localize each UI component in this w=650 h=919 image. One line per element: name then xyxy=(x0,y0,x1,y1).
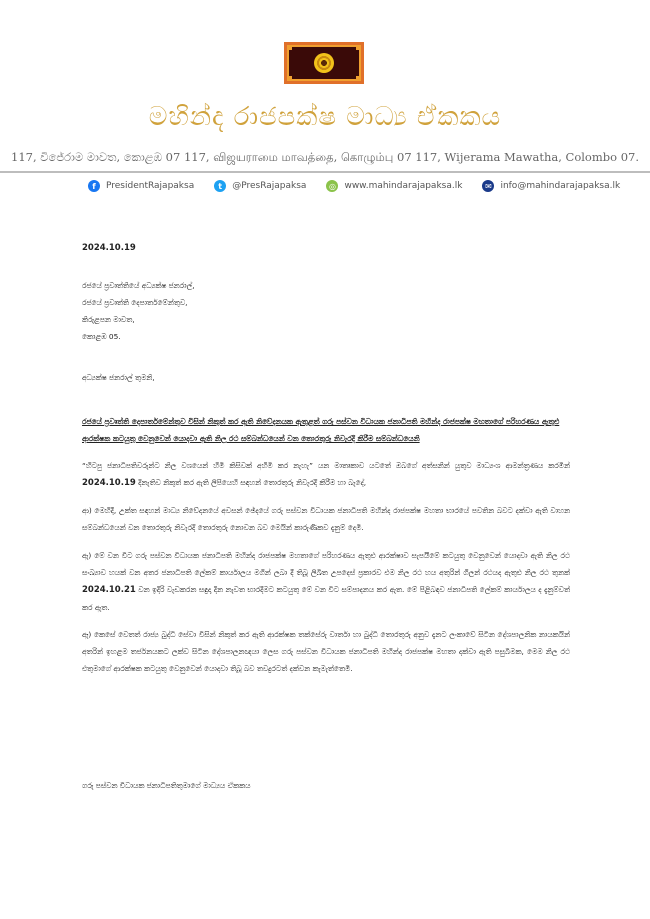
addressee-line: කොළඹ 05. xyxy=(82,332,121,341)
paragraph-text: වන ඉදිරි වැඩකරන සඳුදා දින නැවත භාරදීමට කටයුතු මේ වන විට සම්පාදනය කර ඇත. මේ පිළිබඳව ජනාධිපති ලේකම් කාර්යාලය ද දැනුම්වත් කර ඇත. xyxy=(82,585,570,612)
contact-website[interactable] xyxy=(326,180,462,192)
paragraph xyxy=(82,626,570,678)
addressee-block xyxy=(82,277,570,345)
paragraph-date: 2024.10.19 xyxy=(82,478,136,488)
addressee-line: රජයේ ප්‍රවෘත්ති දෙපාර්තමේන්තුව, xyxy=(82,298,188,307)
paragraph xyxy=(82,457,570,492)
paragraph-date: 2024.10.21 xyxy=(82,585,136,595)
twitter-icon: t xyxy=(214,180,226,192)
facebook-icon: f xyxy=(88,180,100,192)
contact-facebook[interactable] xyxy=(88,180,194,192)
letterhead-title: මහින්ද රාජපක්ෂ මාධ්‍ය ඒකකය xyxy=(148,102,502,132)
contact-label: @PresRajapaksa xyxy=(232,181,307,191)
contact-label: PresidentRajapaksa xyxy=(106,181,195,191)
salutation: අධ්‍යක්ෂ ජනරාල් තුමනි, xyxy=(82,373,155,382)
addressee-line: කිරුළපන මාවත, xyxy=(82,315,135,324)
letter-subject: රජයේ ප්‍රවෘත්ති දෙපාර්තමේන්තුව විසින් නිකුත් කර ඇති නිවේදනයක ඇතුළත් ගරු පස්වන විධායක ජනාධිපති මහින්ද රාජපක්ෂ මහතාගේ පරිහරණය ඇතුළු ආරක්ෂක කටයුතු වෙනුවෙන් යොදවා ඇති නිල රථ සම්බන්ධයෙන් වන තොරතුරු නිවැරදි කිරීම සම්බන්ධයෙනි xyxy=(82,417,560,443)
paragraph xyxy=(82,502,570,537)
paragraph xyxy=(82,547,570,616)
header-separator xyxy=(0,171,650,173)
dharma-wheel-icon xyxy=(314,53,334,73)
paragraph-text: දිනැතිව නිකුත් කර ඇති ලිපියෙහි සඳහන් තොරතුරු නිවැරදි කිරීම හා බැදේ, xyxy=(135,478,367,487)
emblem-corner xyxy=(356,46,360,50)
emblem-corner xyxy=(288,46,292,50)
mail-icon: ✉ xyxy=(482,180,494,192)
paragraph-text: “හිටපු ජනාධිපතිවරුන්ට නිල වශයෙන් හිමි කිසිවක් අහිමි කර නැහැ” යන මාතෘකාව යටතේ ඔබගේ අත්සනින් යුතුව මාධ්‍යංශ ආමන්ත්‍රණය කරමින් xyxy=(82,461,570,470)
letterhead-address: 117, විජේරාම මාවත, කොළඹ 07 117, விஜயராமை மாவத்தை, கொழும்பு 07 117, Wijerama Mawatha, Colombo 07. xyxy=(11,150,639,164)
web-icon: ◎ xyxy=(326,180,338,192)
contact-label: info@mahindarajapaksa.lk xyxy=(500,181,621,191)
paragraph-text: ආ) මෙහිදී, උක්ත සඳහන් මාධ්‍ය නිවේදනයේ අවසන් ඡේදයේ ගරු පස්වන විධායක ජනාධිපති මහින්ද රාජපක්ෂ මහතා භාරයේ පවතින බවට දක්වා ඇති වාහන සම්බන්ධයෙන් වන තොරතුරු නිවැරදි තොරතුරු නොවන බව මෙයින් කාරුණිකව දැනුම් දෙමි. xyxy=(82,506,570,532)
emblem-logo xyxy=(284,42,364,84)
contact-label: www.mahindarajapaksa.lk xyxy=(344,181,463,191)
contact-twitter[interactable] xyxy=(214,180,306,192)
emblem-corner xyxy=(356,76,360,80)
letter-date: 2024.10.19 xyxy=(82,243,136,253)
signoff: ගරු පස්වන විධායක ජනාධිපතිතුමාගේ මාධ්‍යය ඒකකය xyxy=(82,781,251,790)
letter-body xyxy=(82,240,570,688)
contact-email[interactable] xyxy=(482,180,620,192)
paragraph-text: ඈ) කෙසේ වෙතත් රාජ්‍ය බුද්ධි සේවා විසින් නිකුත් කර ඇති ආරක්ෂක තක්සේරු වාර්තා හා බුද්ධි තොරතුරු අනුව දැනට ලංකාවේ සිටින දේශපාලනික නායකයින් අතරින් ඉහළම තර්ජනයකට ලක්ව සිටින දේශපාලනඥයා ලෙස ගරු පස්වන විධායක ජනාධිපති මහින්ද රාජපක්ෂ මහතා දක්වා ඇති පසුබිමක, මෙම නිල රථ එතුමාගේ ආරක්ෂක කටයුතු වෙනුවෙන් යොදවා තිබූ බව තවදුරටත් දක්වන කැමැත්තෙමි. xyxy=(82,630,570,673)
emblem-corner xyxy=(288,76,292,80)
addressee-line: රජයේ ප්‍රවෘත්තියේ අධ්‍යක්ෂ ජනරාල්, xyxy=(82,281,195,290)
paragraph-text: ඇ) මේ වන විට ගරු පස්වන විධායක ජනාධිපති මහින්ද රාජපක්ෂ මහතාගේ පරිහරණය ඇතුළු ආරක්ෂාව සැපයීමේ කටයුතු වෙනුවෙන් යොදවා ඇති නිල රථ සංඛ්‍යාව හයක් වන අතර ජනාධිපති ලේකම් කාර්යාලය මගින් ලබා දී තිබූ ලිඛිත උපදෙස් ප්‍රකාරව එම නිල රථ හය අතුරින් ගිලන් රථයද ඇතුළු නිල රථ තුනක් xyxy=(82,551,570,577)
contact-bar xyxy=(88,180,621,192)
